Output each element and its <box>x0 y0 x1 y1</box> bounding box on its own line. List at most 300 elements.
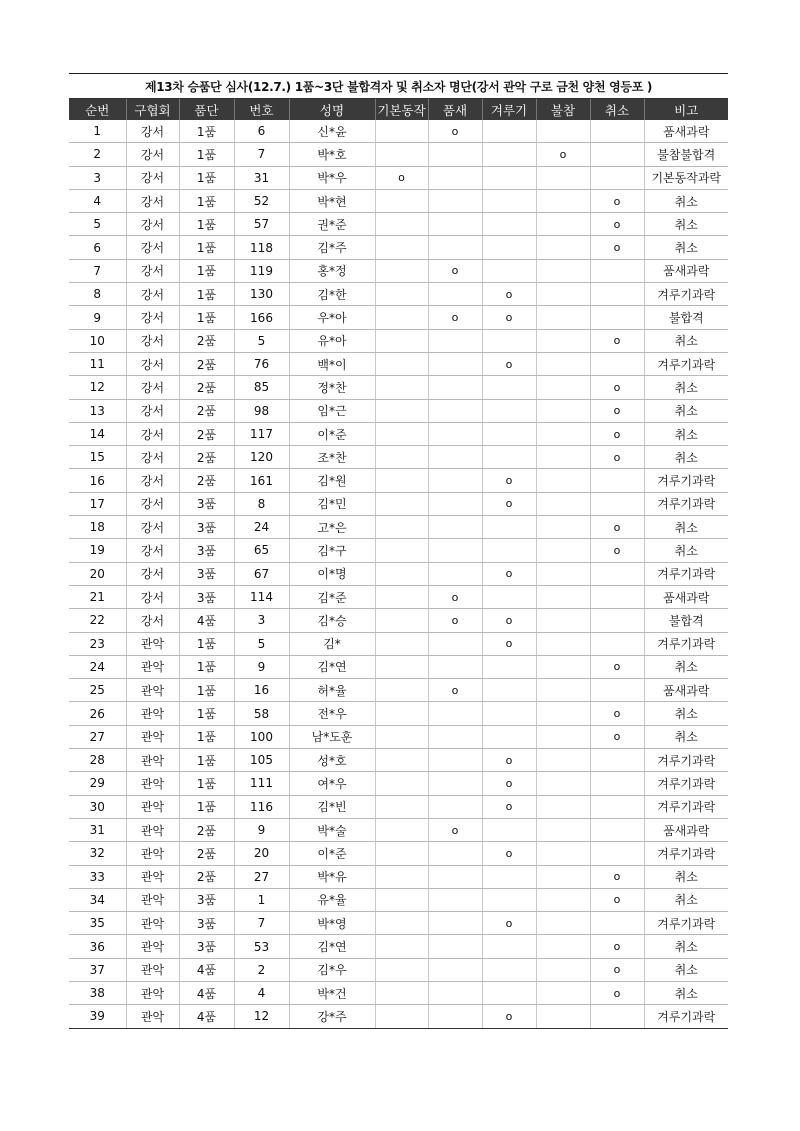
cell-sparring: o <box>482 283 536 306</box>
cell-cancel: o <box>590 539 644 562</box>
cell-name: 조*찬 <box>289 446 375 469</box>
cell-seq: 9 <box>69 306 126 329</box>
table-row <box>69 679 728 702</box>
cell-seq: 18 <box>69 516 126 539</box>
cell-cancel <box>590 842 644 865</box>
cell-seq: 24 <box>69 655 126 678</box>
cell-rank: 1품 <box>179 166 234 189</box>
cell-number: 7 <box>234 143 289 166</box>
cell-cancel <box>590 306 644 329</box>
cell-remarks: 품새과락 <box>644 259 728 282</box>
cell-seq: 3 <box>69 166 126 189</box>
cell-seq: 1 <box>69 120 126 143</box>
cell-district: 강서 <box>126 236 179 259</box>
cell-district: 관악 <box>126 865 179 888</box>
cell-seq: 29 <box>69 772 126 795</box>
table-row <box>69 655 728 678</box>
cell-seq: 38 <box>69 981 126 1004</box>
cell-seq: 8 <box>69 283 126 306</box>
cell-absent <box>536 120 590 143</box>
cell-poomsae: o <box>428 306 482 329</box>
cell-district: 강서 <box>126 399 179 422</box>
cell-name: 박*건 <box>289 981 375 1004</box>
cell-number: 116 <box>234 795 289 818</box>
cell-seq: 25 <box>69 679 126 702</box>
cell-remarks: 겨루기과락 <box>644 469 728 492</box>
cell-absent <box>536 981 590 1004</box>
cell-absent <box>536 306 590 329</box>
header-remarks: 비고 <box>644 99 728 120</box>
header-district: 구협회 <box>126 99 179 120</box>
cell-poomsae <box>428 888 482 911</box>
cell-basic <box>375 655 428 678</box>
cell-remarks: 취소 <box>644 516 728 539</box>
header-cancel: 취소 <box>590 99 644 120</box>
cell-name: 김*한 <box>289 283 375 306</box>
cell-name: 김*민 <box>289 492 375 515</box>
table-row <box>69 1005 728 1028</box>
cell-remarks: 품새과락 <box>644 120 728 143</box>
header-name: 성명 <box>289 99 375 120</box>
cell-number: 7 <box>234 912 289 935</box>
cell-name: 성*호 <box>289 749 375 772</box>
cell-absent <box>536 259 590 282</box>
cell-remarks: 취소 <box>644 213 728 236</box>
cell-remarks: 취소 <box>644 329 728 352</box>
cell-district: 강서 <box>126 143 179 166</box>
cell-absent <box>536 376 590 399</box>
cell-absent <box>536 865 590 888</box>
cell-sparring <box>482 585 536 608</box>
cell-basic <box>375 516 428 539</box>
cell-sparring: o <box>482 749 536 772</box>
cell-cancel <box>590 469 644 492</box>
cell-remarks: 겨루기과락 <box>644 632 728 655</box>
cell-absent <box>536 399 590 422</box>
cell-basic <box>375 888 428 911</box>
cell-district: 강서 <box>126 446 179 469</box>
cell-poomsae <box>428 749 482 772</box>
cell-remarks: 겨루기과락 <box>644 283 728 306</box>
cell-rank: 3품 <box>179 492 234 515</box>
cell-poomsae <box>428 795 482 818</box>
table-row <box>69 795 728 818</box>
cell-rank: 3품 <box>179 888 234 911</box>
cell-absent <box>536 469 590 492</box>
table-row <box>69 516 728 539</box>
cell-absent <box>536 958 590 981</box>
cell-sparring <box>482 120 536 143</box>
cell-absent <box>536 795 590 818</box>
cell-basic <box>375 189 428 212</box>
table-row <box>69 958 728 981</box>
cell-absent <box>536 166 590 189</box>
cell-remarks: 취소 <box>644 189 728 212</box>
cell-number: 6 <box>234 120 289 143</box>
cell-cancel <box>590 772 644 795</box>
cell-seq: 14 <box>69 422 126 445</box>
cell-basic <box>375 306 428 329</box>
cell-basic <box>375 446 428 469</box>
cell-poomsae <box>428 329 482 352</box>
cell-number: 100 <box>234 725 289 748</box>
cell-district: 강서 <box>126 283 179 306</box>
cell-cancel: o <box>590 865 644 888</box>
cell-seq: 19 <box>69 539 126 562</box>
cell-rank: 2품 <box>179 399 234 422</box>
cell-sparring: o <box>482 795 536 818</box>
cell-poomsae <box>428 236 482 259</box>
cell-absent <box>536 935 590 958</box>
cell-basic <box>375 935 428 958</box>
cell-sparring <box>482 422 536 445</box>
table-row <box>69 632 728 655</box>
cell-district: 관악 <box>126 958 179 981</box>
cell-remarks: 기본동작과락 <box>644 166 728 189</box>
cell-sparring: o <box>482 469 536 492</box>
cell-number: 105 <box>234 749 289 772</box>
cell-cancel <box>590 352 644 375</box>
cell-number: 3 <box>234 609 289 632</box>
cell-rank: 2품 <box>179 352 234 375</box>
cell-remarks: 겨루기과락 <box>644 562 728 585</box>
header-row <box>69 99 728 120</box>
cell-absent <box>536 562 590 585</box>
cell-seq: 13 <box>69 399 126 422</box>
cell-name: 박*술 <box>289 818 375 841</box>
cell-cancel <box>590 679 644 702</box>
cell-district: 강서 <box>126 259 179 282</box>
cell-sparring: o <box>482 352 536 375</box>
cell-number: 67 <box>234 562 289 585</box>
cell-name: 김*승 <box>289 609 375 632</box>
cell-name: 이*준 <box>289 842 375 865</box>
table-row <box>69 236 728 259</box>
cell-rank: 3품 <box>179 562 234 585</box>
cell-cancel: o <box>590 399 644 422</box>
cell-name: 전*우 <box>289 702 375 725</box>
cell-rank: 1품 <box>179 259 234 282</box>
cell-absent <box>536 818 590 841</box>
header-number: 번호 <box>234 99 289 120</box>
cell-rank: 1품 <box>179 120 234 143</box>
table-row <box>69 609 728 632</box>
cell-poomsae: o <box>428 609 482 632</box>
cell-absent <box>536 422 590 445</box>
cell-basic <box>375 283 428 306</box>
cell-seq: 31 <box>69 818 126 841</box>
cell-poomsae <box>428 912 482 935</box>
table-row <box>69 912 728 935</box>
cell-cancel: o <box>590 655 644 678</box>
cell-sparring <box>482 376 536 399</box>
cell-seq: 33 <box>69 865 126 888</box>
cell-rank: 3품 <box>179 935 234 958</box>
cell-sparring: o <box>482 492 536 515</box>
cell-remarks: 취소 <box>644 376 728 399</box>
cell-basic <box>375 236 428 259</box>
table-row <box>69 539 728 562</box>
cell-number: 9 <box>234 818 289 841</box>
table-row <box>69 818 728 841</box>
cell-poomsae <box>428 562 482 585</box>
cell-basic <box>375 865 428 888</box>
cell-sparring: o <box>482 562 536 585</box>
cell-poomsae <box>428 422 482 445</box>
cell-number: 52 <box>234 189 289 212</box>
cell-poomsae <box>428 189 482 212</box>
cell-seq: 12 <box>69 376 126 399</box>
cell-absent: o <box>536 143 590 166</box>
cell-sparring <box>482 166 536 189</box>
cell-number: 4 <box>234 981 289 1004</box>
cell-absent <box>536 213 590 236</box>
cell-rank: 1품 <box>179 772 234 795</box>
cell-basic <box>375 1005 428 1028</box>
cell-sparring <box>482 679 536 702</box>
cell-district: 강서 <box>126 166 179 189</box>
cell-basic <box>375 492 428 515</box>
cell-number: 5 <box>234 632 289 655</box>
table-row <box>69 772 728 795</box>
cell-name: 김*연 <box>289 935 375 958</box>
cell-rank: 1품 <box>179 632 234 655</box>
table-row <box>69 259 728 282</box>
cell-absent <box>536 725 590 748</box>
results-sheet <box>69 73 728 1029</box>
cell-rank: 2품 <box>179 865 234 888</box>
cell-district: 강서 <box>126 189 179 212</box>
cell-district: 강서 <box>126 585 179 608</box>
cell-name: 김*주 <box>289 236 375 259</box>
cell-absent <box>536 888 590 911</box>
cell-cancel: o <box>590 329 644 352</box>
cell-cancel <box>590 585 644 608</box>
cell-cancel <box>590 259 644 282</box>
cell-seq: 22 <box>69 609 126 632</box>
cell-seq: 30 <box>69 795 126 818</box>
cell-rank: 2품 <box>179 376 234 399</box>
cell-name: 백*이 <box>289 352 375 375</box>
cell-cancel <box>590 120 644 143</box>
cell-absent <box>536 329 590 352</box>
cell-district: 관악 <box>126 842 179 865</box>
cell-poomsae <box>428 213 482 236</box>
cell-number: 130 <box>234 283 289 306</box>
cell-poomsae <box>428 1005 482 1028</box>
cell-rank: 1품 <box>179 679 234 702</box>
cell-name: 박*호 <box>289 143 375 166</box>
cell-name: 이*명 <box>289 562 375 585</box>
cell-district: 관악 <box>126 655 179 678</box>
cell-basic <box>375 958 428 981</box>
table-row <box>69 585 728 608</box>
table-row <box>69 399 728 422</box>
cell-poomsae <box>428 842 482 865</box>
cell-basic <box>375 818 428 841</box>
cell-name: 박*우 <box>289 166 375 189</box>
header-basic: 기본동작 <box>375 99 428 120</box>
cell-rank: 1품 <box>179 702 234 725</box>
cell-poomsae: o <box>428 679 482 702</box>
cell-poomsae <box>428 958 482 981</box>
cell-remarks: 겨루기과락 <box>644 772 728 795</box>
table-row <box>69 865 728 888</box>
cell-basic <box>375 702 428 725</box>
cell-basic <box>375 399 428 422</box>
table-body <box>69 120 728 1028</box>
cell-number: 12 <box>234 1005 289 1028</box>
cell-basic <box>375 539 428 562</box>
cell-sparring <box>482 516 536 539</box>
cell-cancel: o <box>590 981 644 1004</box>
cell-district: 강서 <box>126 329 179 352</box>
cell-name: 김* <box>289 632 375 655</box>
cell-basic <box>375 259 428 282</box>
cell-number: 2 <box>234 958 289 981</box>
cell-seq: 28 <box>69 749 126 772</box>
cell-cancel: o <box>590 446 644 469</box>
cell-poomsae <box>428 632 482 655</box>
cell-sparring <box>482 213 536 236</box>
cell-absent <box>536 516 590 539</box>
cell-rank: 2품 <box>179 422 234 445</box>
cell-absent <box>536 702 590 725</box>
cell-number: 76 <box>234 352 289 375</box>
table-row <box>69 749 728 772</box>
table-row <box>69 888 728 911</box>
cell-district: 강서 <box>126 539 179 562</box>
cell-seq: 35 <box>69 912 126 935</box>
cell-name: 이*준 <box>289 422 375 445</box>
cell-sparring <box>482 725 536 748</box>
cell-poomsae <box>428 166 482 189</box>
cell-seq: 11 <box>69 352 126 375</box>
cell-rank: 4품 <box>179 958 234 981</box>
cell-cancel: o <box>590 888 644 911</box>
cell-seq: 20 <box>69 562 126 585</box>
cell-name: 임*근 <box>289 399 375 422</box>
cell-sparring <box>482 399 536 422</box>
cell-remarks: 겨루기과락 <box>644 912 728 935</box>
cell-sparring <box>482 888 536 911</box>
cell-remarks: 겨루기과락 <box>644 492 728 515</box>
cell-cancel: o <box>590 516 644 539</box>
cell-name: 여*우 <box>289 772 375 795</box>
cell-number: 119 <box>234 259 289 282</box>
cell-poomsae: o <box>428 585 482 608</box>
cell-rank: 2품 <box>179 469 234 492</box>
cell-poomsae <box>428 376 482 399</box>
cell-poomsae <box>428 516 482 539</box>
cell-district: 강서 <box>126 120 179 143</box>
cell-remarks: 불합격 <box>644 609 728 632</box>
cell-poomsae <box>428 399 482 422</box>
cell-basic <box>375 352 428 375</box>
cell-district: 관악 <box>126 912 179 935</box>
cell-district: 관악 <box>126 749 179 772</box>
cell-cancel <box>590 609 644 632</box>
cell-poomsae <box>428 981 482 1004</box>
cell-basic <box>375 632 428 655</box>
cell-remarks: 취소 <box>644 865 728 888</box>
cell-rank: 1품 <box>179 283 234 306</box>
table-row <box>69 562 728 585</box>
cell-name: 허*율 <box>289 679 375 702</box>
header-seq: 순번 <box>69 99 126 120</box>
cell-seq: 23 <box>69 632 126 655</box>
table-row <box>69 725 728 748</box>
cell-sparring: o <box>482 912 536 935</box>
cell-rank: 2품 <box>179 329 234 352</box>
cell-name: 우*아 <box>289 306 375 329</box>
cell-remarks: 품새과락 <box>644 585 728 608</box>
cell-poomsae <box>428 725 482 748</box>
cell-name: 김*빈 <box>289 795 375 818</box>
cell-poomsae <box>428 143 482 166</box>
table-row <box>69 842 728 865</box>
cell-sparring: o <box>482 842 536 865</box>
cell-name: 박*유 <box>289 865 375 888</box>
cell-remarks: 취소 <box>644 422 728 445</box>
table-row <box>69 935 728 958</box>
cell-absent <box>536 585 590 608</box>
cell-sparring <box>482 446 536 469</box>
cell-cancel <box>590 818 644 841</box>
cell-name: 김*원 <box>289 469 375 492</box>
cell-seq: 21 <box>69 585 126 608</box>
cell-district: 강서 <box>126 376 179 399</box>
cell-basic <box>375 422 428 445</box>
cell-district: 관악 <box>126 1005 179 1028</box>
cell-name: 유*아 <box>289 329 375 352</box>
cell-district: 강서 <box>126 492 179 515</box>
cell-cancel <box>590 562 644 585</box>
cell-remarks: 불합격 <box>644 306 728 329</box>
cell-basic <box>375 329 428 352</box>
cell-rank: 1품 <box>179 189 234 212</box>
cell-sparring <box>482 958 536 981</box>
cell-seq: 32 <box>69 842 126 865</box>
cell-sparring <box>482 539 536 562</box>
cell-number: 114 <box>234 585 289 608</box>
cell-name: 유*율 <box>289 888 375 911</box>
cell-rank: 1품 <box>179 655 234 678</box>
cell-seq: 5 <box>69 213 126 236</box>
cell-sparring: o <box>482 1005 536 1028</box>
cell-cancel <box>590 1005 644 1028</box>
cell-remarks: 취소 <box>644 399 728 422</box>
cell-remarks: 취소 <box>644 236 728 259</box>
cell-absent <box>536 655 590 678</box>
cell-sparring: o <box>482 609 536 632</box>
cell-remarks: 겨루기과락 <box>644 749 728 772</box>
cell-seq: 7 <box>69 259 126 282</box>
cell-rank: 1품 <box>179 749 234 772</box>
cell-absent <box>536 236 590 259</box>
cell-poomsae <box>428 352 482 375</box>
cell-district: 관악 <box>126 679 179 702</box>
cell-basic <box>375 120 428 143</box>
cell-district: 강서 <box>126 306 179 329</box>
table-row <box>69 492 728 515</box>
cell-seq: 16 <box>69 469 126 492</box>
cell-cancel <box>590 166 644 189</box>
cell-district: 강서 <box>126 469 179 492</box>
cell-cancel: o <box>590 422 644 445</box>
cell-district: 관악 <box>126 772 179 795</box>
cell-basic <box>375 213 428 236</box>
